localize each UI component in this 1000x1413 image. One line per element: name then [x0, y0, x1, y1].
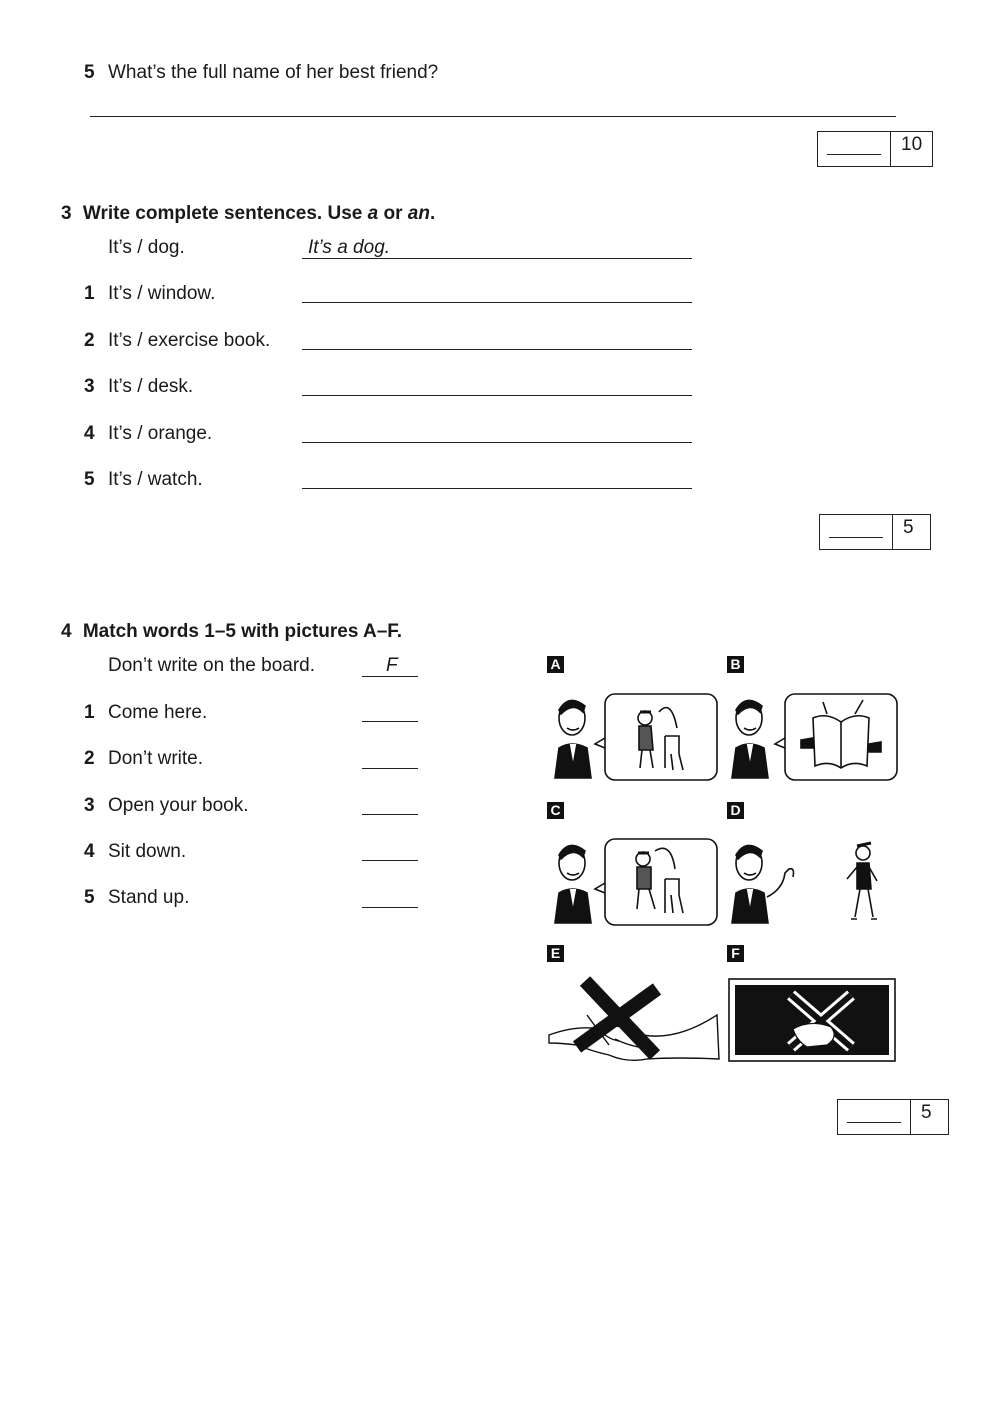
picture-label-b: B: [727, 656, 744, 673]
score-box: [837, 1099, 949, 1135]
question-number: 5: [84, 62, 95, 83]
picture-d-come-here: [727, 833, 902, 928]
exercise-number: 3: [61, 203, 72, 224]
picture-c-sit-down: [547, 833, 722, 928]
example-prompt: Don’t write on the board.: [108, 655, 316, 676]
teacher-open-book-illustration: [727, 688, 902, 783]
answer-line[interactable]: [362, 907, 418, 908]
picture-label-d: D: [727, 802, 744, 819]
example-answer: F: [386, 655, 398, 676]
score-total: 5: [903, 517, 914, 538]
answer-line: [302, 258, 692, 259]
instruction-part: .: [429, 203, 436, 224]
item-number: 5: [84, 887, 95, 908]
item-prompt: It’s / desk.: [108, 376, 194, 397]
item-number: 2: [84, 330, 95, 351]
item-number: 4: [84, 423, 95, 444]
item-prompt: It’s / watch.: [108, 469, 203, 490]
picture-f-dont-write-board: [727, 975, 899, 1065]
score-total: 10: [901, 134, 923, 155]
picture-label-c: C: [547, 802, 564, 819]
item-prompt: Open your book.: [108, 795, 249, 816]
picture-label-a: A: [547, 656, 564, 673]
item-number: 1: [84, 283, 95, 304]
example-answer: It’s a dog.: [308, 237, 391, 258]
exercise-4-heading: [61, 621, 402, 643]
instruction-part: an: [407, 203, 430, 224]
picture-e-dont-write: [547, 975, 722, 1065]
item-number: 5: [84, 469, 95, 490]
crossed-hand-writing-illustration: [547, 975, 722, 1065]
score-box: [819, 514, 931, 550]
item-number: 3: [84, 795, 95, 816]
score-blank[interactable]: [838, 1100, 911, 1134]
score-total: 5: [921, 1102, 932, 1123]
answer-line[interactable]: [362, 768, 418, 769]
answer-line[interactable]: [302, 488, 692, 489]
example-prompt: It’s / dog.: [108, 237, 185, 258]
picture-label-f: F: [727, 945, 744, 962]
instruction-part: a: [367, 203, 379, 224]
picture-a-stand-up: [547, 688, 722, 783]
picture-b-open-book: [727, 688, 902, 783]
instruction-part: Write complete sentences. Use: [82, 203, 368, 224]
item-prompt: It’s / orange.: [108, 423, 213, 444]
answer-line[interactable]: [302, 442, 692, 443]
score-blank[interactable]: [820, 515, 893, 549]
instruction-part: or: [378, 203, 408, 224]
crossed-board-illustration: [727, 975, 899, 1065]
teacher-come-here-illustration: [727, 833, 902, 928]
question-text: What’s the full name of her best friend?: [108, 62, 439, 83]
item-prompt: Don’t write.: [108, 748, 204, 769]
answer-line[interactable]: [302, 395, 692, 396]
item-prompt: Sit down.: [108, 841, 187, 862]
answer-line[interactable]: [302, 349, 692, 350]
item-number: 3: [84, 376, 95, 397]
item-number: 1: [84, 702, 95, 723]
exercise-number: 4: [61, 621, 72, 642]
item-prompt: Come here.: [108, 702, 208, 723]
answer-line[interactable]: [302, 302, 692, 303]
answer-line[interactable]: [362, 860, 418, 861]
item-prompt: Stand up.: [108, 887, 190, 908]
score-box: [817, 131, 933, 167]
answer-line[interactable]: [362, 814, 418, 815]
item-number: 4: [84, 841, 95, 862]
picture-label-e: E: [547, 945, 564, 962]
score-blank[interactable]: [818, 132, 891, 166]
item-prompt: It’s / exercise book.: [108, 330, 271, 351]
answer-line[interactable]: [362, 721, 418, 722]
teacher-sit-down-illustration: [547, 833, 722, 928]
item-prompt: It’s / window.: [108, 283, 216, 304]
item-number: 2: [84, 748, 95, 769]
exercise-3-heading: [61, 203, 435, 225]
teacher-stand-up-illustration: [547, 688, 722, 783]
instruction: Match words 1–5 with pictures A–F.: [82, 621, 403, 642]
answer-line: [362, 676, 418, 677]
answer-line[interactable]: [90, 116, 896, 117]
